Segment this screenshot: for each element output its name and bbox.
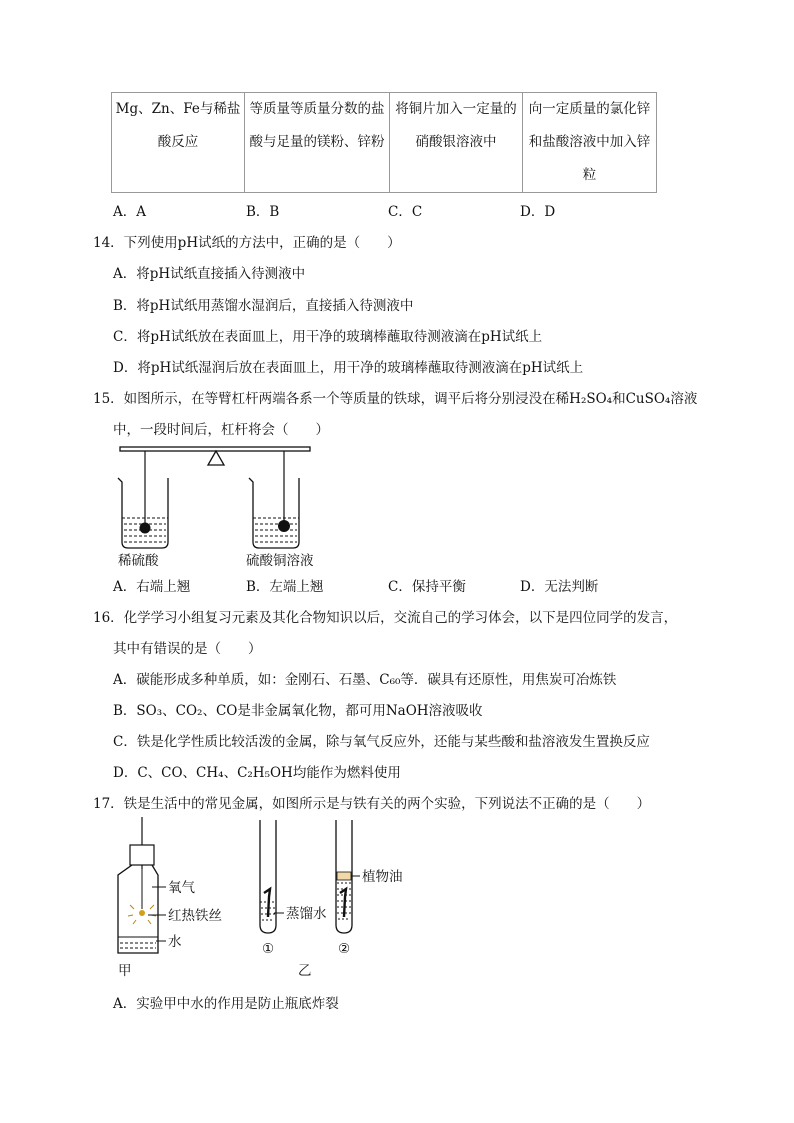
q13-option-c[interactable]: C．C	[388, 204, 423, 220]
test-tube-1	[260, 820, 284, 933]
label-tube-1: ①	[262, 941, 275, 957]
label-water: 水	[168, 934, 182, 950]
q15-option-d[interactable]: D．无法判断	[520, 579, 599, 595]
iron-experiments-figure	[108, 817, 418, 985]
left-beaker	[118, 478, 168, 548]
gas-jar	[118, 817, 166, 953]
label-dilute-sulfuric-acid: 稀硫酸	[118, 553, 159, 568]
q13-option-a[interactable]: A．A	[113, 204, 146, 220]
q13-option-b[interactable]: B．B	[246, 204, 280, 220]
label-oxygen: 氧气	[168, 880, 195, 896]
label-distilled-water: 蒸馏水	[286, 906, 327, 922]
q16-option-c[interactable]: C．铁是化学性质比较活泼的金属，除与氧气反应外，还能与某些酸和盐溶液发生置换反应	[113, 734, 650, 750]
iron-ball-right	[278, 520, 290, 532]
table-cell-a: Mg、Zn、Fe与稀盐酸反应	[112, 93, 245, 193]
q15-option-c[interactable]: C．保持平衡	[388, 579, 466, 595]
q17-option-a[interactable]: A．实验甲中水的作用是防止瓶底炸裂	[113, 996, 339, 1012]
q15-option-a[interactable]: A．右端上翘	[113, 579, 191, 595]
table-cell-d: 向一定质量的氯化锌和盐酸溶液中加入锌粒	[523, 93, 657, 193]
label-jia: 甲	[118, 963, 132, 979]
q14-option-d[interactable]: D．将pH试纸湿润后放在表面皿上，用干净的玻璃棒蘸取待测液滴在pH试纸上	[113, 360, 584, 376]
test-tube-2	[336, 820, 360, 933]
label-red-hot-wire: 红热铁丝	[168, 908, 222, 924]
label-yi: 乙	[298, 963, 312, 979]
q14-option-a[interactable]: A．将pH试纸直接插入待测液中	[113, 266, 306, 282]
lever-figure	[110, 444, 320, 568]
table-cell-b: 等质量等质量分数的盐酸与足量的镁粉、锌粉	[245, 93, 390, 193]
q16-stem-line2: 其中有错误的是（ ）	[113, 641, 262, 657]
q14-option-b[interactable]: B．将pH试纸用蒸馏水湿润后，直接插入待测液中	[113, 298, 414, 314]
q15-option-b[interactable]: B．左端上翘	[246, 579, 324, 595]
q15-stem-line1: 15．如图所示，在等臂杠杆两端各系一个等质量的铁球，调平后将分别浸没在稀H₂SO₄和CuSO₄溶液	[93, 391, 698, 407]
label-copper-sulfate: 硫酸铜溶液	[246, 553, 314, 568]
label-tube-2: ②	[338, 941, 351, 957]
q16-stem-line1: 16．化学学习小组复习元素及其化合物知识以后，交流自己的学习体会，以下是四位同学的发言，	[93, 610, 678, 626]
q16-option-d[interactable]: D．C、CO、CH₄、C₂H₅OH均能作为燃料使用	[113, 765, 401, 781]
q14-option-c[interactable]: C．将pH试纸放在表面皿上，用干净的玻璃棒蘸取待测液滴在pH试纸上	[113, 329, 543, 345]
label-vegetable-oil: 植物油	[362, 869, 403, 885]
q16-option-b[interactable]: B．SO₃、CO₂、CO是非金属氧化物，都可用NaOH溶液吸收	[113, 703, 483, 719]
right-beaker	[249, 478, 299, 548]
q13-option-d[interactable]: D．D	[520, 204, 556, 220]
q13-option-table	[111, 92, 657, 193]
iron-ball-left	[140, 523, 151, 534]
fulcrum	[208, 451, 224, 465]
q14-stem: 14．下列使用pH试纸的方法中，正确的是（ ）	[93, 235, 401, 251]
table-cell-c: 将铜片加入一定量的硝酸银溶液中	[390, 93, 523, 193]
q17-stem: 17．铁是生活中的常见金属，如图所示是与铁有关的两个实验，下列说法不正确的是（ ）	[93, 796, 651, 812]
lever-bar	[120, 447, 310, 451]
q15-stem-line2: 中，一段时间后，杠杆将会（ ）	[113, 422, 329, 438]
q16-option-a[interactable]: A．碳能形成多种单质，如：金刚石、石墨、C₆₀等．碳具有还原性，用焦炭可冶炼铁	[113, 672, 617, 688]
